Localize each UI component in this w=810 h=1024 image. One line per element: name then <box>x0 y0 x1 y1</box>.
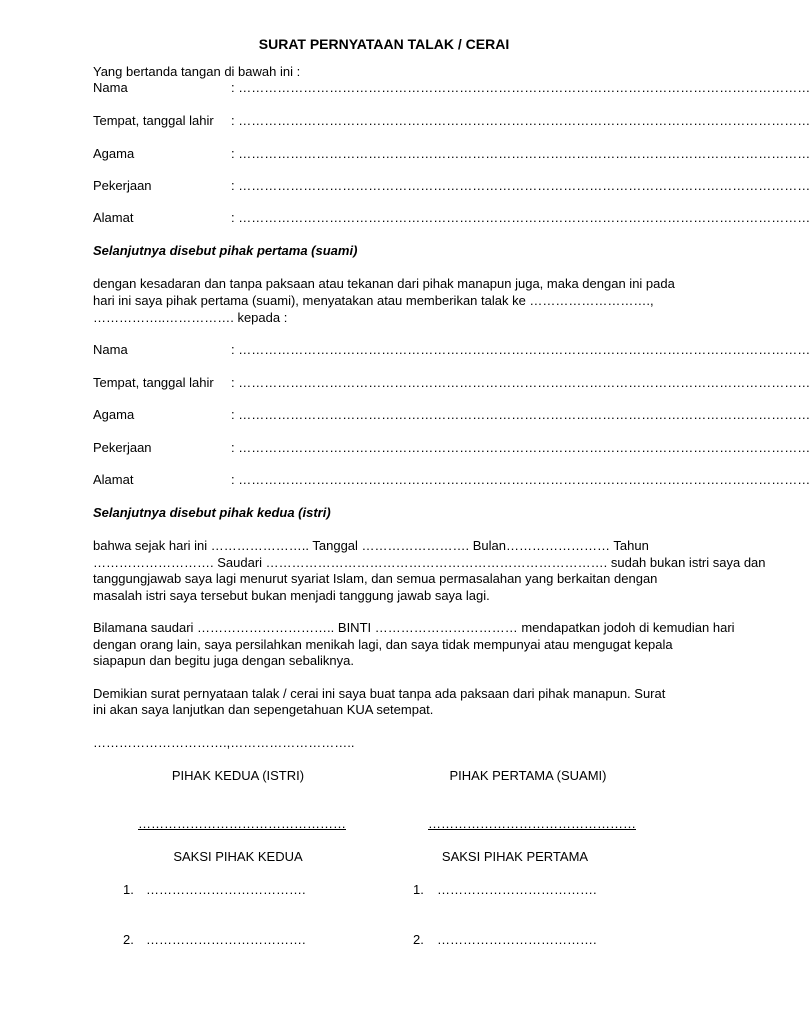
place-date-line: ………………………….,……………………….. <box>93 735 355 750</box>
party2-job-value: : …………………………………………………………………………………………………………………… <box>231 440 810 455</box>
signature-left-title: PIHAK KEDUA (ISTRI) <box>171 768 305 783</box>
party1-religion-label: Agama <box>93 146 135 161</box>
signature-right-title: PIHAK PERTAMA (SUAMI) <box>449 768 607 783</box>
party2-name-value: : …………………………………………………………………………………………………………………… <box>231 342 810 357</box>
party2-birth-value: : …………………………………………………………………………………………………………………… <box>231 375 810 390</box>
party1-job-value: : …………………………………………………………………………………………………………………… <box>231 178 810 193</box>
para2-line1: bahwa sejak hari ini ………………….. Tanggal ……………………. Bulan…………………… Tahun <box>93 538 649 553</box>
party1-heading: Selanjutnya disebut pihak pertama (suami) <box>93 243 358 258</box>
intro-text: Yang bertanda tangan di bawah ini : <box>93 64 301 79</box>
signature-left-line: ………………………………………… <box>138 816 346 831</box>
party1-address-value: : …………………………………………………………………………………………………………………… <box>231 210 810 225</box>
document-title: SURAT PERNYATAAN TALAK / CERAI <box>258 36 510 52</box>
witness-right-1-dots: ………………………………. <box>437 882 597 897</box>
party1-birth-label: Tempat, tanggal lahir <box>93 113 214 128</box>
party1-religion-value: : …………………………………………………………………………………………………………………… <box>231 146 810 161</box>
para3-line2: dengan orang lain, saya persilahkan menikah lagi, dan saya tidak mempunyai atau mengugat kepala <box>93 637 673 652</box>
party1-name-value: : …………………………………………………………………………………………………………………… <box>231 80 810 95</box>
party1-address-label: Alamat <box>93 210 134 225</box>
party2-job-label: Pekerjaan <box>93 440 152 455</box>
party2-religion-label: Agama <box>93 407 135 422</box>
para1-line3: ……………..……………. kepada : <box>93 310 288 325</box>
para2-line4: masalah istri saya tersebut bukan menjadi tanggung jawab saya lagi. <box>93 588 490 603</box>
para4-line2: ini akan saya lanjutkan dan sepengetahuan KUA setempat. <box>93 702 434 717</box>
witness-left-title: SAKSI PIHAK KEDUA <box>173 849 303 864</box>
para1-line1: dengan kesadaran dan tanpa paksaan atau tekanan dari pihak manapun juga, maka dengan ini pada <box>93 276 675 291</box>
para2-line2: ………………………. Saudari ……………………………………………………………………. sudah bukan istri saya dan <box>93 555 766 570</box>
para4-line1: Demikian surat pernyataan talak / cerai ini saya buat tanpa ada paksaan dari pihak manapun. Surat <box>93 686 666 701</box>
witness-left-1-dots: ………………………………. <box>146 882 306 897</box>
witness-right-title: SAKSI PIHAK PERTAMA <box>441 849 589 864</box>
party2-heading: Selanjutnya disebut pihak kedua (istri) <box>93 505 331 520</box>
witness-right-1-number: 1. <box>413 882 424 897</box>
para3-line3: siapapun dan begitu juga dengan sebaliknya. <box>93 653 354 668</box>
para1-line2: hari ini saya pihak pertama (suami), menyatakan atau memberikan talak ke ………………………., <box>93 293 654 308</box>
party2-birth-label: Tempat, tanggal lahir <box>93 375 214 390</box>
party2-religion-value: : …………………………………………………………………………………………………………………… <box>231 407 810 422</box>
party2-address-value: : …………………………………………………………………………………………………………………… <box>231 472 810 487</box>
witness-left-2-number: 2. <box>123 932 134 947</box>
party1-job-label: Pekerjaan <box>93 178 152 193</box>
signature-right-line: ………………………………………… <box>428 816 636 831</box>
witness-left-1-number: 1. <box>123 882 134 897</box>
witness-right-2-dots: ………………………………. <box>437 932 597 947</box>
witness-right-2-number: 2. <box>413 932 424 947</box>
witness-left-2-dots: ………………………………. <box>146 932 306 947</box>
para2-line3: tanggungjawab saya lagi menurut syariat Islam, dan semua permasalahan yang berkaitan dengan <box>93 571 658 586</box>
party1-birth-value: : …………………………………………………………………………………………………………………… <box>231 113 810 128</box>
party1-name-label: Nama <box>93 80 128 95</box>
party2-name-label: Nama <box>93 342 128 357</box>
party2-address-label: Alamat <box>93 472 134 487</box>
para3-line1: Bilamana saudari ………………………….. BINTI …………………………… mendapatkan jodoh di kemudian hari <box>93 620 735 635</box>
